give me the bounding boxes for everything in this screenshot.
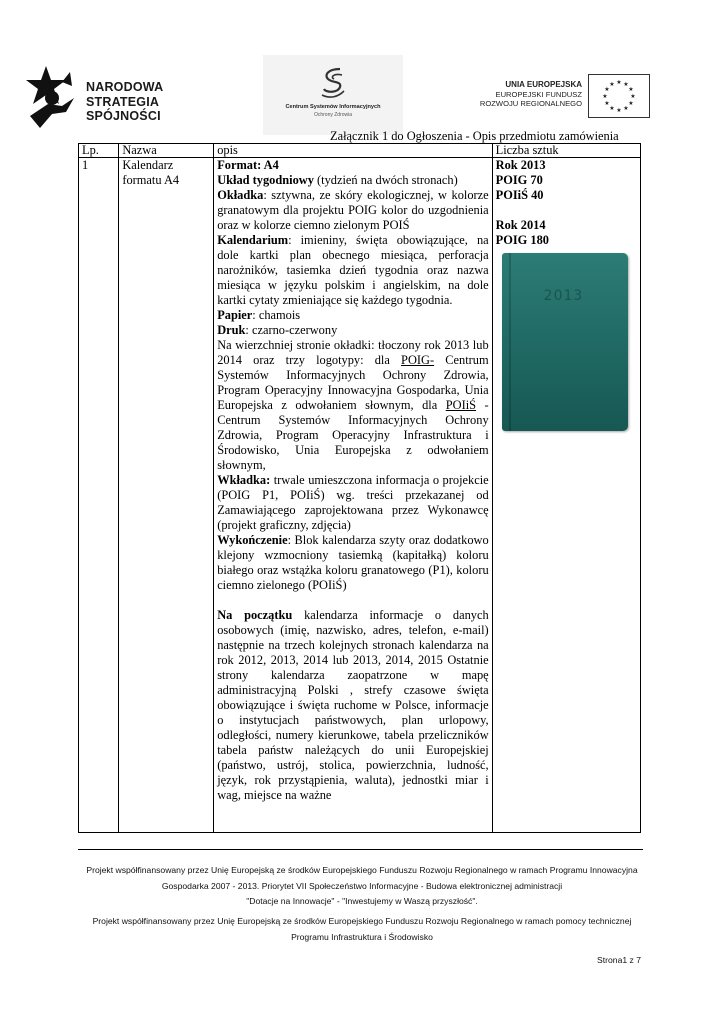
kalendarium-label: Kalendarium xyxy=(217,233,289,247)
row-description xyxy=(214,158,492,833)
svg-text:★: ★ xyxy=(609,105,615,112)
csioz-swirl-icon xyxy=(318,65,348,101)
svg-text:★: ★ xyxy=(623,81,629,88)
footer-line4: Projekt współfinansowany przez Unię Europejską ze środków Europejskiego Funduszu Rozwoju Regionalnego w ramach pomocy technicznej xyxy=(92,916,632,926)
footer-line5: Programu Infrastruktura i Środowisko xyxy=(291,931,433,942)
qty-rok-2013: Rok 2013 xyxy=(495,158,546,172)
pois-link: POIiŚ xyxy=(445,398,477,412)
annex-title: Załącznik 1 do Ogłoszenia - Opis przedmiotu zamówienia xyxy=(330,129,619,143)
table-row xyxy=(79,158,641,833)
qty-pois-40: POIiŚ 40 xyxy=(495,188,544,202)
papier-label: Papier xyxy=(217,308,253,322)
papier-text: : chamois xyxy=(252,308,301,322)
row-name xyxy=(119,158,214,833)
footer-line3: "Dotacje na Innowacje" - "Inwestujemy w Waszą przyszłość". xyxy=(246,896,478,906)
page-number: Strona1 z 7 xyxy=(597,955,641,965)
calendar-year: 2013 xyxy=(543,288,584,304)
wykonczenie-text: : Blok kalendarza szyty oraz dodatkowo klejony wzmocniony tasiemką (kapitałką) koloru białego oraz wstążka koloru granatowego (P1), koloru ciemno zielonego (POIiŚ) xyxy=(217,533,489,592)
row-lp: 1 xyxy=(79,158,119,833)
csioz-logo xyxy=(263,55,403,135)
footer-line2: Gospodarka 2007 - 2013. Priorytet VII Społeczeństwo Informacyjne - Budowa elektronicznej administracji xyxy=(161,880,563,891)
svg-text:★: ★ xyxy=(616,107,622,114)
footer-block-1 xyxy=(0,863,724,910)
eu-logo-line3: ROZWOJU REGIONALNEGO xyxy=(479,99,582,109)
druk-text: : czarno-czerwony xyxy=(245,323,338,337)
qty-poig-70: POIG 70 xyxy=(495,173,543,187)
ns-logo-line1: NARODOWA xyxy=(86,80,164,94)
eu-flag-icon xyxy=(588,74,650,118)
wykonczenie-label: Wykończenie xyxy=(217,533,288,547)
wkladka-text: trwale umieszczona informacja o projekcie (POIG P1, POIiŚ) wg. treści przekazanej od Zamawiającego zaprojektowana przez Wykonawcę (projekt graficzny, zdjęcia) xyxy=(217,473,489,532)
format-label: Format: A4 xyxy=(217,158,279,172)
order-description-table xyxy=(78,143,641,833)
okladka-text: : sztywna, ze skóry ekologicznej, w kolorze granatowym dla projektu POIG kolor do uzgodnienia oraz w kolorze ciemno zielonym POIŚ xyxy=(217,188,489,232)
okladka-label: Okładka xyxy=(217,188,264,202)
svg-text:★: ★ xyxy=(628,86,634,93)
druk-label: Druk xyxy=(217,323,246,337)
svg-text:★: ★ xyxy=(609,81,615,88)
svg-text:★: ★ xyxy=(602,93,608,100)
wierzch-text3: - Centrum Systemów Informacyjnych Ochrony Zdrowia, Program Operacyjny Infrastruktura i Środowisko, Unia Europejska z odwołaniem słownym, xyxy=(217,398,489,472)
svg-text:★: ★ xyxy=(604,100,610,107)
table-header-row xyxy=(79,144,641,158)
eu-logo-line2: EUROPEJSKI FUNDUSZ xyxy=(495,89,582,99)
row-name-line2: formatu A4 xyxy=(122,173,180,187)
wierzch-text2: Centrum Systemów Informacyjnych Ochrony Zdrowia, Program Operacyjny Innowacyjna Gospodarka, Unia Europejska z odwołaniem słownym, dla xyxy=(217,353,489,412)
csioz-logo-line1: Centrum Systemów Informacyjnych xyxy=(285,104,381,110)
uklad-label: Układ tygodniowy xyxy=(217,173,314,187)
row-quantity xyxy=(492,158,640,833)
eu-logo xyxy=(478,74,650,118)
qty-rok-2014: Rok 2014 xyxy=(495,218,546,232)
eu-logo-line1: UNIA EUROPEJSKA xyxy=(505,80,582,89)
csioz-logo-line2: Ochrony Zdrowia xyxy=(313,112,353,118)
svg-text:★: ★ xyxy=(604,86,610,93)
row-name-line1: Kalendarz xyxy=(122,158,174,172)
uklad-text: (tydzień na dwóch stronach) xyxy=(313,173,458,187)
footer-block-2 xyxy=(0,914,724,945)
header-opis: opis xyxy=(214,144,492,158)
footer-divider xyxy=(78,849,643,850)
poczatek-label: Na początku xyxy=(217,608,293,622)
header-lp: Lp. xyxy=(79,144,119,158)
calendar-photo xyxy=(502,253,628,431)
poczatek-text: kalendarza informacje o danych osobowych (imię, nazwisko, adres, telefon, e-mail) następnie na trzech kolejnych stronach kalendarza na rok 2012, 2013, 2014 lub 2013, 2014, 2015 Ostatnie strony kalendarza zaopatrzone w mapę administracyjną Polski , strefy czasowe święta obowiązujące i święta ruchome w Polsce, informacje o instytucjach państwowych, plan urlopowy, odległości, numery kierunkowe, tabela przeliczników tabela państw należących do unii Europejskiej (państwo, ustrój, stolica, powierzchnia, ludność, język, rok przystąpienia, waluta), jednostki miar i wag, miejsce na ważne xyxy=(217,608,489,802)
narodowa-strategia-spojnosci-logo xyxy=(22,64,237,134)
header-liczba-sztuk: Liczba sztuk xyxy=(492,144,640,158)
qty-poig-180: POIG 180 xyxy=(495,233,550,247)
ns-logo-line2: STRATEGIA SPÓJNOŚCI xyxy=(86,95,161,123)
star-figure-icon xyxy=(22,64,92,134)
poig-link: POIG- xyxy=(401,353,435,367)
svg-text:★: ★ xyxy=(616,79,622,86)
kalendarium-text: : imieniny, święta obowiązujące, na dole kartki plan obecnego miesiąca, perforacja narożników, tasiemka dzień tygodnia oraz nazwa miesiąca w języku polskim i angielskim, na dole kartki cytaty zmieniające się każdego tygodnia. xyxy=(217,233,489,307)
svg-text:★: ★ xyxy=(628,100,634,107)
wierzch-text1: Na wierzchniej stronie okładki: tłoczony rok 2013 lub 2014 oraz trzy logotypy: dla xyxy=(217,338,489,367)
svg-text:★: ★ xyxy=(623,105,629,112)
footer-line1: Projekt współfinansowany przez Unię Europejską ze środków Europejskiego Funduszu Rozwoju Regionalnego w ramach Programu Innowacyjna xyxy=(86,865,638,875)
svg-text:★: ★ xyxy=(630,93,636,100)
wkladka-label: Wkładka: xyxy=(217,473,271,487)
header-nazwa: Nazwa xyxy=(119,144,214,158)
